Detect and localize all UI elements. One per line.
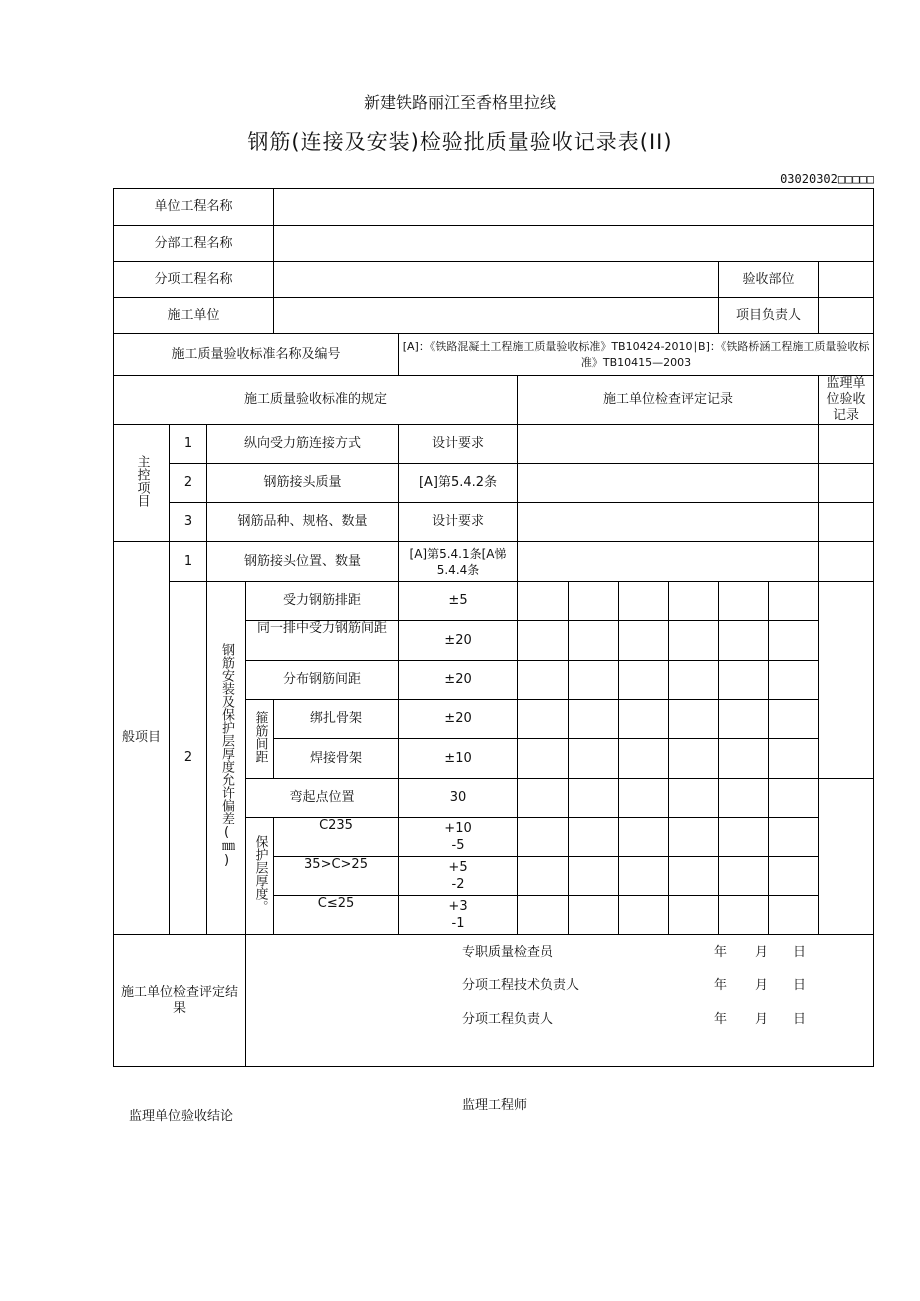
measure-cell[interactable] [719, 779, 769, 818]
tolerance-item-name: 受力钢筋排距 [246, 582, 399, 621]
construction-unit-row [114, 298, 874, 334]
supervisor-record-cell[interactable] [819, 582, 874, 779]
measure-cell[interactable] [619, 621, 669, 661]
tolerance-item-name: 焊接骨架 [274, 739, 399, 779]
column-header-row [114, 376, 874, 425]
general-item-requirement: [A]第5.4.1条[A悌5.4.4条 [399, 542, 518, 582]
project-leader-value[interactable] [819, 298, 874, 334]
measure-cell[interactable] [719, 700, 769, 739]
measure-cell[interactable] [518, 896, 569, 935]
subitem-leader-label: 分项工程负责人 [462, 1012, 554, 1027]
main-item-requirement: 设计要求 [399, 503, 518, 542]
tolerance-group-text: 钢筋安装及保护层厚度允许偏差(㎜) [219, 643, 234, 868]
measure-cell[interactable] [518, 582, 569, 621]
main-control-row [114, 503, 874, 542]
main-item-name: 纵向受力筋连接方式 [207, 425, 399, 464]
measure-cell[interactable] [719, 621, 769, 661]
measure-cell[interactable] [669, 857, 719, 896]
unit-project-value[interactable] [274, 189, 874, 226]
tolerance-lower: -2 [451, 877, 465, 892]
acceptance-part-label: 验收部位 [719, 262, 819, 298]
measure-cell[interactable] [769, 896, 819, 935]
tolerance-value [399, 818, 518, 857]
unit-project-label: 单位工程名称 [114, 189, 274, 226]
measure-cell[interactable] [719, 818, 769, 857]
tolerance-value: 30 [399, 779, 518, 818]
day-label: 日 [793, 945, 807, 960]
result-label: 施工单位检查评定结果 [114, 935, 246, 1067]
inspection-record-table [113, 188, 874, 1067]
quality-inspector-label: 专职质量检查员 [462, 945, 554, 960]
main-control-text: 主控项目 [134, 454, 150, 507]
year-label: 年 [714, 1012, 728, 1027]
measure-cell[interactable] [569, 739, 619, 779]
division-project-row [114, 226, 874, 262]
subitem-project-label: 分项工程名称 [114, 262, 274, 298]
tolerance-item-name: 弯起点位置 [246, 779, 399, 818]
measure-cell[interactable] [518, 700, 569, 739]
supervisor-record-cell[interactable] [819, 779, 874, 935]
measure-cell[interactable] [518, 818, 569, 857]
contractor-record-cell[interactable] [518, 542, 819, 582]
measure-cell[interactable] [619, 818, 669, 857]
tolerance-item-name: 绑扎骨架 [274, 700, 399, 739]
measure-cell[interactable] [569, 700, 619, 739]
construction-unit-value[interactable] [274, 298, 719, 334]
general-item-name: 钢筋接头位置、数量 [207, 542, 399, 582]
tolerance-lower: -1 [451, 916, 465, 931]
measure-cell[interactable] [619, 779, 669, 818]
tech-leader-label: 分项工程技术负责人 [462, 978, 580, 993]
month-label: 月 [755, 1012, 769, 1027]
project-leader-label: 项目负责人 [719, 298, 819, 334]
month-label: 月 [755, 978, 769, 993]
measure-cell[interactable] [569, 582, 619, 621]
measure-cell[interactable] [569, 818, 619, 857]
division-project-label: 分部工程名称 [114, 226, 274, 262]
tolerance-item-name: C≤25 [274, 896, 399, 935]
tolerance-value [399, 857, 518, 896]
measure-cell[interactable] [669, 739, 719, 779]
subitem-project-row [114, 262, 874, 298]
measure-cell[interactable] [569, 621, 619, 661]
measure-cell[interactable] [669, 661, 719, 700]
measure-cell[interactable] [669, 700, 719, 739]
measure-cell[interactable] [719, 582, 769, 621]
contractor-record-cell[interactable] [518, 464, 819, 503]
tolerance-value: ±20 [399, 621, 518, 661]
main-item-no: 1 [170, 425, 207, 464]
provision-header: 施工质量验收标准的规定 [114, 376, 518, 425]
tolerance-upper: +10 [444, 821, 472, 836]
tolerance-value: ±20 [399, 661, 518, 700]
form-title: 钢筋(连接及安装)检验批质量验收记录表(II) [247, 130, 673, 154]
form-code: 03020302□□□□□ [780, 172, 874, 186]
general-label: 般项目 [114, 542, 170, 935]
stirrup-label [246, 700, 274, 779]
construction-unit-label: 施工单位 [114, 298, 274, 334]
measure-cell[interactable] [569, 779, 619, 818]
day-label: 日 [793, 1012, 807, 1027]
main-control-label [114, 425, 170, 542]
supervisor-engineer-label: 监理工程师 [462, 1098, 528, 1113]
tolerance-row [114, 582, 874, 621]
measure-cell[interactable] [619, 857, 669, 896]
tolerance-value: ±5 [399, 582, 518, 621]
division-project-value[interactable] [274, 226, 874, 262]
measure-cell[interactable] [719, 739, 769, 779]
tolerance-upper: +5 [448, 860, 468, 875]
measure-cell[interactable] [569, 896, 619, 935]
measure-cell[interactable] [669, 818, 719, 857]
supervisor-record-cell[interactable] [819, 503, 874, 542]
main-control-row [114, 425, 874, 464]
measure-cell[interactable] [569, 857, 619, 896]
measure-cell[interactable] [769, 857, 819, 896]
standard-label: 施工质量验收标准名称及编号 [114, 334, 399, 376]
measure-cell[interactable] [669, 896, 719, 935]
measure-cell[interactable] [669, 621, 719, 661]
measure-cell[interactable] [569, 661, 619, 700]
main-item-name: 钢筋接头质量 [207, 464, 399, 503]
unit-project-row [114, 189, 874, 226]
year-label: 年 [714, 945, 728, 960]
tolerance-value [399, 896, 518, 935]
tolerance-item-name: 35>C>25 [274, 857, 399, 896]
month-label: 月 [755, 945, 769, 960]
measure-cell[interactable] [619, 700, 669, 739]
tolerance-lower: -5 [451, 838, 465, 853]
measure-cell[interactable] [769, 700, 819, 739]
measure-cell[interactable] [669, 779, 719, 818]
measure-cell[interactable] [769, 582, 819, 621]
contractor-record-cell[interactable] [518, 425, 819, 464]
measure-cell[interactable] [769, 739, 819, 779]
tolerance-value: ±10 [399, 739, 518, 779]
main-item-name: 钢筋品种、规格、数量 [207, 503, 399, 542]
measure-cell[interactable] [619, 896, 669, 935]
measure-cell[interactable] [518, 739, 569, 779]
measure-cell[interactable] [619, 661, 669, 700]
general-item-no: 1 [170, 542, 207, 582]
measure-cell[interactable] [518, 857, 569, 896]
main-item-no: 2 [170, 464, 207, 503]
tolerance-item-name: C235 [274, 818, 399, 857]
measure-cell[interactable] [619, 739, 669, 779]
standard-value: [A]：《铁路混凝土工程施工质量验收标准》TB10424-2010∣B]：《铁路桥涵工程施工质量验收标准》TB10415—2003 [399, 334, 874, 376]
measure-cell[interactable] [769, 621, 819, 661]
tolerance-item-name: 同一排中受力钢筋间距 [246, 621, 399, 661]
measure-cell[interactable] [769, 779, 819, 818]
measure-cell[interactable] [769, 661, 819, 700]
stirrup-text: 箍筋间距 [252, 710, 268, 763]
measure-cell[interactable] [769, 818, 819, 857]
acceptance-part-value[interactable] [819, 262, 874, 298]
main-item-no: 3 [170, 503, 207, 542]
tolerance-item-name: 分布钢筋间距 [246, 661, 399, 700]
measure-cell[interactable] [719, 661, 769, 700]
general-row [114, 542, 874, 582]
measure-cell[interactable] [619, 582, 669, 621]
cover-text: 保护层厚度。 [252, 834, 268, 913]
standard-row [114, 334, 874, 376]
supervisor-record-header: 监理单位验收记录 [819, 376, 874, 425]
measure-cell[interactable] [518, 779, 569, 818]
measure-cell[interactable] [518, 621, 569, 661]
supervisor-conclusion-label: 监理单位验收结论 [129, 1109, 234, 1124]
main-item-requirement: 设计要求 [399, 425, 518, 464]
main-item-requirement: [A]第5.4.2条 [399, 464, 518, 503]
measure-cell[interactable] [719, 896, 769, 935]
tolerance-group-label [207, 582, 246, 935]
supervisor-record-cell[interactable] [819, 425, 874, 464]
project-subtitle: 新建铁路丽江至香格里拉线 [363, 93, 556, 112]
cover-label [246, 818, 274, 935]
day-label: 日 [793, 978, 807, 993]
measure-cell[interactable] [518, 661, 569, 700]
general-item-no: 2 [170, 582, 207, 935]
result-signature-cell[interactable] [246, 935, 874, 1067]
contractor-record-header: 施工单位检查评定记录 [518, 376, 819, 425]
contractor-record-cell[interactable] [518, 503, 819, 542]
supervisor-record-cell[interactable] [819, 542, 874, 582]
measure-cell[interactable] [669, 582, 719, 621]
tolerance-upper: +3 [448, 899, 468, 914]
main-control-row [114, 464, 874, 503]
subitem-project-value[interactable] [274, 262, 719, 298]
measure-cell[interactable] [719, 857, 769, 896]
supervisor-record-cell[interactable] [819, 464, 874, 503]
year-label: 年 [714, 978, 728, 993]
tolerance-value: ±20 [399, 700, 518, 739]
